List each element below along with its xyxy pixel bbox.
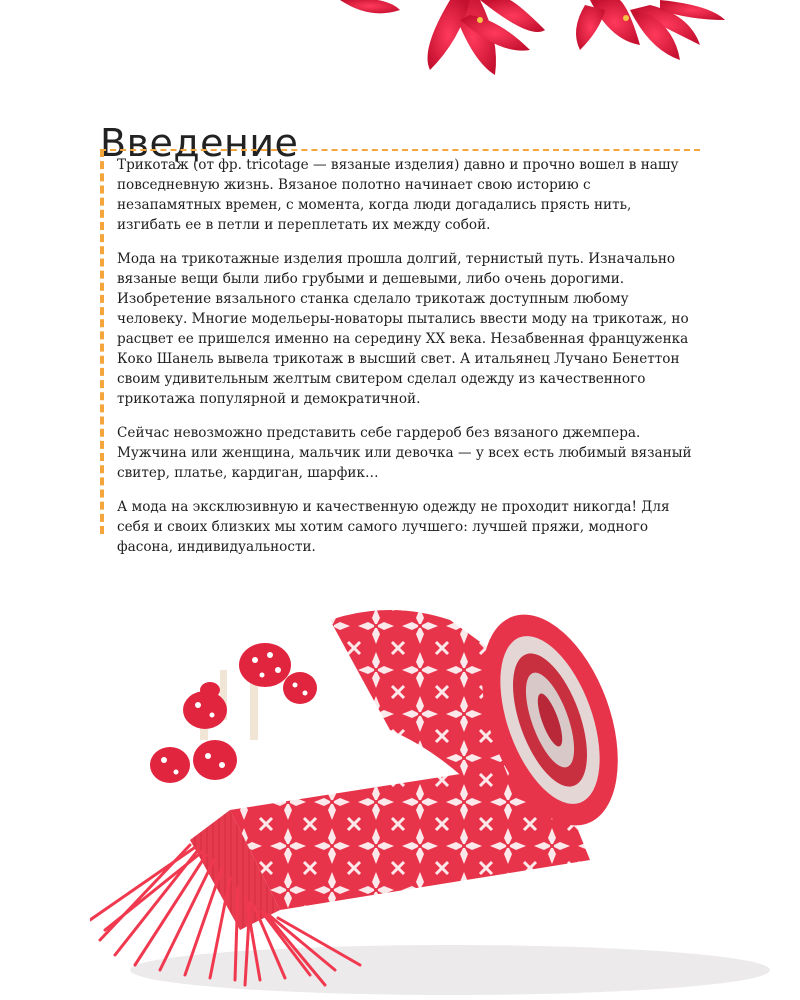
scarf-photo (90, 560, 790, 1000)
body-text (117, 155, 697, 571)
poinsettia-image (330, 0, 750, 90)
page-title: Введение (100, 121, 299, 166)
paragraph-2: Мода на трикотажные изделия прошла долгий, тернистый путь. Изначально вязаные вещи были либо грубыми и дешевыми, либо очень дорогими. Изобретение вязального станка сделало трикотаж доступным любому человеку. Многие модельеры-новаторы пытались ввести моду на трикотаж, но расцвет ее пришелся именно на середину XX века. Незабвенная француженка Коко Шанель вывела трикотаж в высший свет. А итальянец Лучано Бенеттон своим удивительным желтым свитером сделал одежду из качественного трикотажа популярной и демократичной. (117, 251, 689, 407)
paragraph-1: Трикотаж (от фр. tricotage — вязаные изделия) давно и прочно вошел в нашу повседневную жизнь. Вязаное полотно начинает свою историю с незапамятных времен, с момента, когда люди догадались прясть нить, изгибать ее в петли и переплетать их между собой. (117, 157, 679, 233)
text-side-bar (100, 149, 104, 534)
heading-divider (100, 149, 700, 151)
paragraph-3: Сейчас невозможно представить себе гардероб без вязаного джемпера. Мужчина или женщина, мальчик или девочка — у всех есть любимый вязаный свитер, платье, кардиган, шарфик… (117, 425, 692, 481)
paragraph-4: А мода на эксклюзивную и качественную одежду не проходит никогда! Для себя и своих близких мы хотим самого лучшего: лучшей пряжи, модного фасона, индивидуальности. (117, 499, 670, 555)
